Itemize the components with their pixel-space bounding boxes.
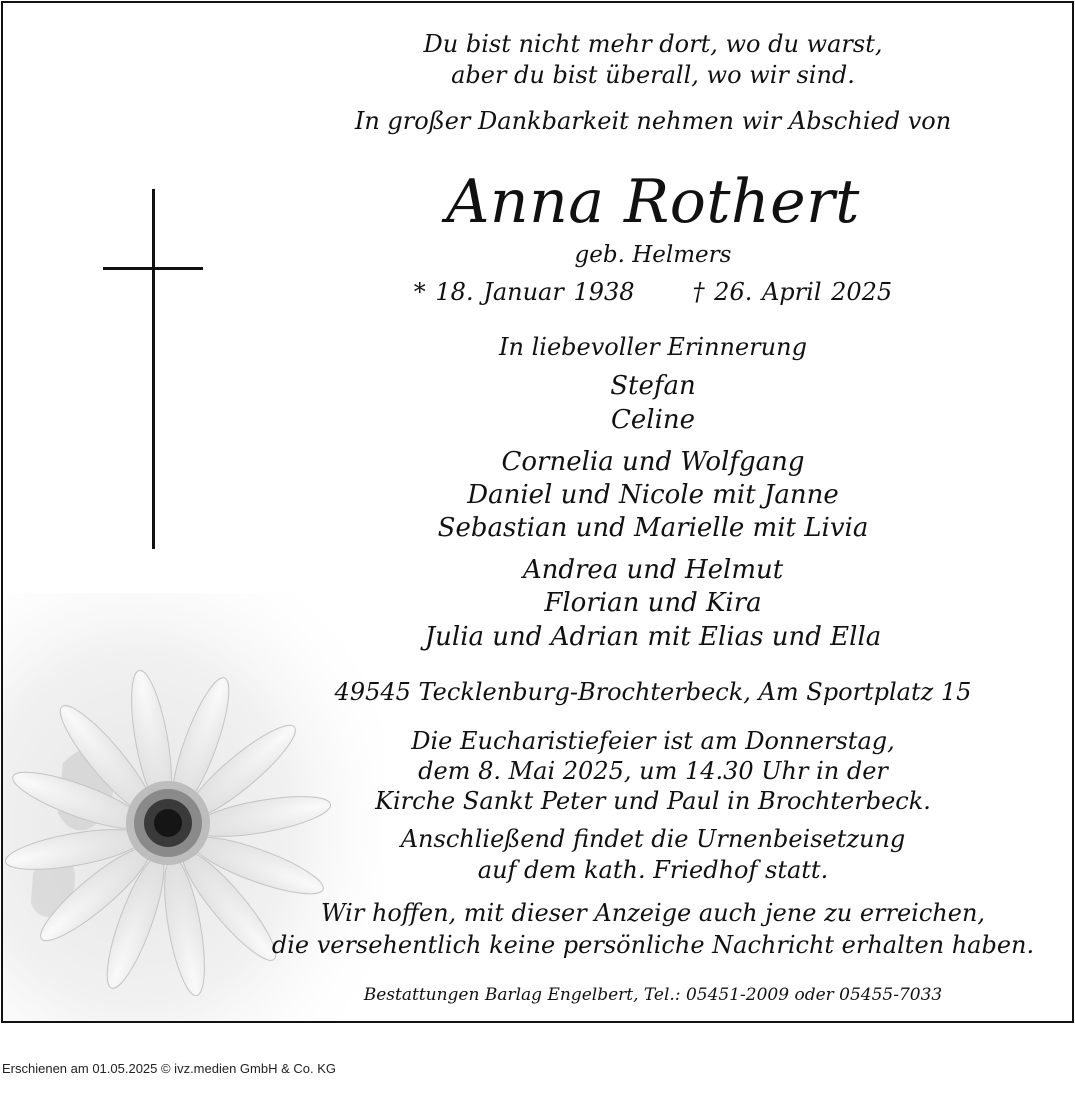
deceased-name: Anna Rothert [446,167,860,237]
undertaker-info: Bestattungen Barlag Engelbert, Tel.: 05451-2009 oder 05455-7033 [363,985,943,1005]
closing-line: die versehentlich keine persönliche Nachricht erhalten haben. [271,931,1035,959]
mourner-line: Julia und Adrian mit Elias und Ella [424,622,882,652]
service-line: dem 8. Mai 2025, um 14.30 Uhr in der [418,757,888,785]
mourner-line: Daniel und Nicole mit Janne [467,480,839,510]
mourner-line: Cornelia und Wolfgang [501,447,805,477]
motto-line-2: aber du bist überall, wo wir sind. [451,61,855,89]
mourner-line: Celine [610,405,696,435]
motto-line-1: Du bist nicht mehr dort, wo du warst, [423,30,883,58]
life-dates [263,278,1043,306]
closing-line: Wir hoffen, mit dieser Anzeige auch jene zu erreichen, [320,899,986,927]
mourner-line: Sebastian und Marielle mit Livia [437,513,869,543]
address: 49545 Tecklenburg-Brochterbeck, Am Sportplatz 15 [334,678,972,706]
death-date: † 26. April 2025 [692,278,893,306]
service-line: Anschließend findet die Urnenbeisetzung [400,825,906,853]
service-line: Kirche Sankt Peter und Paul in Brochterbeck. [375,787,931,815]
service-line: auf dem kath. Friedhof statt. [477,856,829,884]
obituary-notice [1,1,1074,1023]
birth-date: * 18. Januar 1938 [413,278,635,306]
intro-text: In großer Dankbarkeit nehmen wir Abschied von [354,107,952,135]
cross-icon [103,189,203,549]
maiden-name: geb. Helmers [574,242,732,268]
mourner-line: Stefan [610,371,696,401]
service-line: Die Eucharistiefeier ist am Donnerstag, [411,727,895,755]
mourner-line: Florian und Kira [544,588,762,618]
mourner-line: Andrea und Helmut [522,555,784,585]
publication-footer: Erschienen am 01.05.2025 © ivz.medien GmbH & Co. KG [2,1061,337,1076]
remembrance-text: In liebevoller Erinnerung [499,333,807,361]
